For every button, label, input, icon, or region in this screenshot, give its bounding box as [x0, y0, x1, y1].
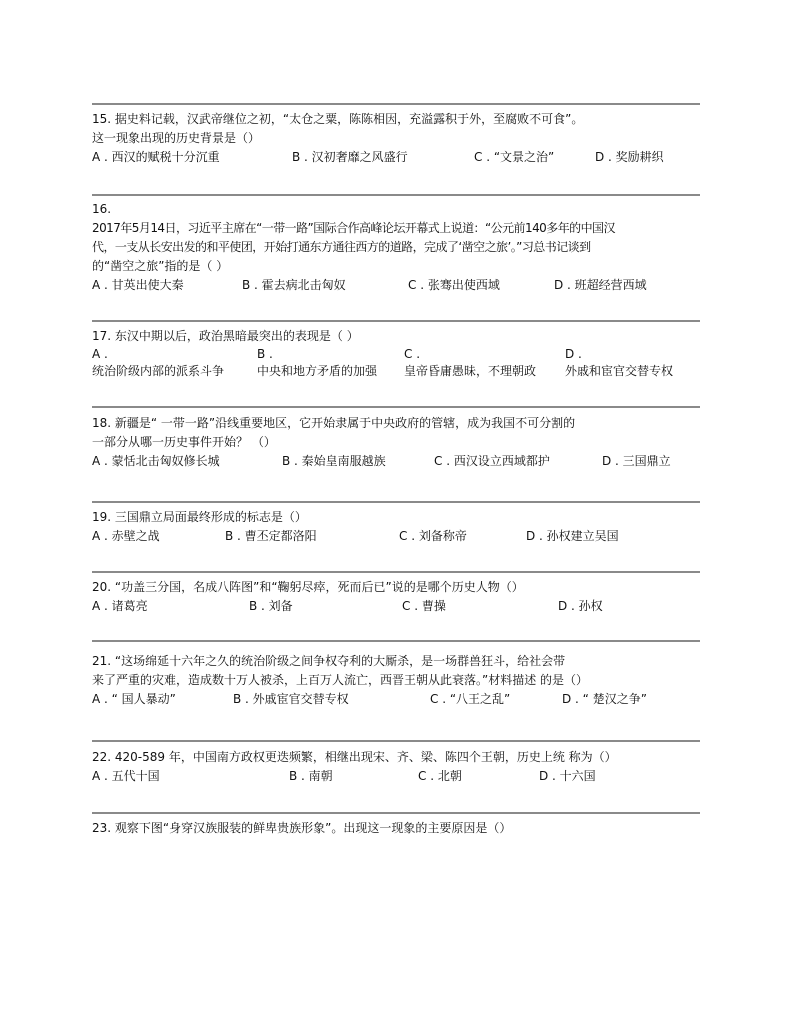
divider	[92, 194, 700, 196]
question-text: 2017年5月14日，习近平主席在“一带一路”国际合作高峰论坛开幕式上说道：“公元前140多年的中国汉	[92, 221, 615, 235]
question-text: 代，一支从长安出发的和平使团，开始打通东方通往西方的道路，完成了‘凿空之旅’。”习总书记谈到	[92, 240, 591, 254]
question-23	[92, 819, 702, 838]
option-b[interactable]: B . 曹丕定都洛阳	[225, 529, 317, 543]
question-text: 16.	[92, 202, 112, 216]
divider	[92, 406, 700, 408]
option-a[interactable]	[92, 346, 224, 380]
option-d[interactable]	[565, 346, 673, 380]
option-d[interactable]: D . 三国鼎立	[602, 454, 671, 468]
options-row	[92, 690, 702, 709]
options-row	[92, 767, 702, 786]
option-letter: D .	[565, 347, 582, 361]
divider	[92, 640, 700, 642]
question-19	[92, 508, 702, 546]
question-20	[92, 578, 702, 616]
question-text: 17. 东汉中期以后，政治黑暗最突出的表现是（ ）	[92, 329, 359, 343]
option-c[interactable]: C . “文景之治”	[474, 150, 555, 164]
question-text: 20. “功盖三分国，名成八阵图”和“鞠躬尽瘁，死而后已”说的是哪个历史人物（）	[92, 580, 524, 594]
option-b[interactable]: B . 外戚宦官交替专权	[233, 692, 349, 706]
divider	[92, 103, 700, 105]
option-a[interactable]: A . 诸葛亮	[92, 599, 148, 613]
option-d[interactable]: D . 班超经营西域	[554, 278, 647, 292]
option-b[interactable]: B . 秦始皇南服越族	[282, 454, 386, 468]
question-text: 来了严重的灾难，造成数十万人被杀，上百万人流亡，西晋王朝从此衰落。”材料描述 的是（）	[92, 673, 589, 687]
option-text: 统治阶级内部的派系斗争	[92, 364, 225, 378]
option-b[interactable]	[257, 346, 377, 380]
divider	[92, 812, 700, 814]
option-a[interactable]: A . 西汉的赋税十分沉重	[92, 150, 220, 164]
option-c[interactable]: C . 西汉设立西域都护	[434, 454, 550, 468]
question-text: 19. 三国鼎立局面最终形成的标志是（）	[92, 510, 307, 524]
question-text: 21. “这场绵延十六年之久的统治阶级之间争权夺利的大厮杀，是一场群兽狂斗，给社会带	[92, 654, 566, 668]
options-row	[92, 276, 702, 295]
option-c[interactable]: C . 北朝	[418, 769, 462, 783]
divider	[92, 501, 700, 503]
option-d[interactable]: D . 十六国	[539, 769, 596, 783]
question-text: 23. 观察下图“身穿汉族服装的鲜卑贵族形象”。出现这一现象的主要原因是（）	[92, 821, 512, 835]
option-a[interactable]: A . 甘英出使大秦	[92, 278, 184, 292]
divider	[92, 571, 700, 573]
question-17	[92, 327, 702, 384]
option-c[interactable]	[404, 346, 536, 380]
option-c[interactable]: C . 曹操	[402, 599, 446, 613]
options-row	[92, 452, 702, 471]
question-text: 15. 据史料记载，汉武帝继位之初，“太仓之粟，陈陈相因，充溢露积于外，至腐败不可食”。	[92, 112, 584, 126]
options-row	[92, 597, 702, 616]
option-a[interactable]: A . “ 国人暴动”	[92, 692, 176, 706]
option-d[interactable]: D . 孙权	[558, 599, 603, 613]
option-letter: A .	[92, 347, 108, 361]
option-d[interactable]: D . “ 楚汉之争”	[562, 692, 647, 706]
question-text: 22. 420-589 年，中国南方政权更迭频繁，相继出现宋、齐、梁、陈四个王朝，历史上统 称为（）	[92, 750, 617, 764]
question-text: 18. 新疆是“ 一带一路”沿线重要地区，它开始隶属于中央政府的管辖，成为我国不可分割的	[92, 416, 576, 430]
options-row	[92, 148, 702, 167]
question-text: 这一现象出现的历史背景是（）	[92, 131, 261, 145]
question-22	[92, 748, 702, 786]
option-b[interactable]: B . 霍去病北击匈奴	[242, 278, 346, 292]
option-c[interactable]: C . “八王之乱”	[430, 692, 511, 706]
option-letter: B .	[257, 347, 273, 361]
question-18	[92, 414, 702, 471]
options-row	[92, 346, 702, 384]
question-16	[92, 200, 702, 295]
option-a[interactable]: A . 五代十国	[92, 769, 160, 783]
option-b[interactable]: B . 汉初奢靡之风盛行	[292, 150, 408, 164]
divider	[92, 320, 700, 322]
question-15	[92, 110, 702, 167]
option-text: 皇帝昏庸愚昧，不理朝政	[404, 364, 537, 378]
options-row	[92, 527, 702, 546]
option-b[interactable]: B . 刘备	[249, 599, 293, 613]
divider	[92, 740, 700, 742]
option-letter: C .	[404, 347, 421, 361]
question-text: 一部分从哪一历史事件开始？ （）	[92, 435, 276, 449]
option-c[interactable]: C . 张骞出使西域	[408, 278, 500, 292]
question-text: 的“凿空之旅”指的是（ ）	[92, 259, 229, 273]
option-d[interactable]: D . 孙权建立吴国	[526, 529, 619, 543]
option-text: 外戚和宦官交替专权	[565, 364, 674, 378]
option-c[interactable]: C . 刘备称帝	[399, 529, 467, 543]
option-b[interactable]: B . 南朝	[289, 769, 333, 783]
option-a[interactable]: A . 蒙恬北击匈奴修长城	[92, 454, 220, 468]
option-text: 中央和地方矛盾的加强	[257, 364, 378, 378]
option-a[interactable]: A . 赤壁之战	[92, 529, 160, 543]
option-d[interactable]: D . 奖励耕织	[595, 150, 664, 164]
question-21	[92, 652, 702, 709]
